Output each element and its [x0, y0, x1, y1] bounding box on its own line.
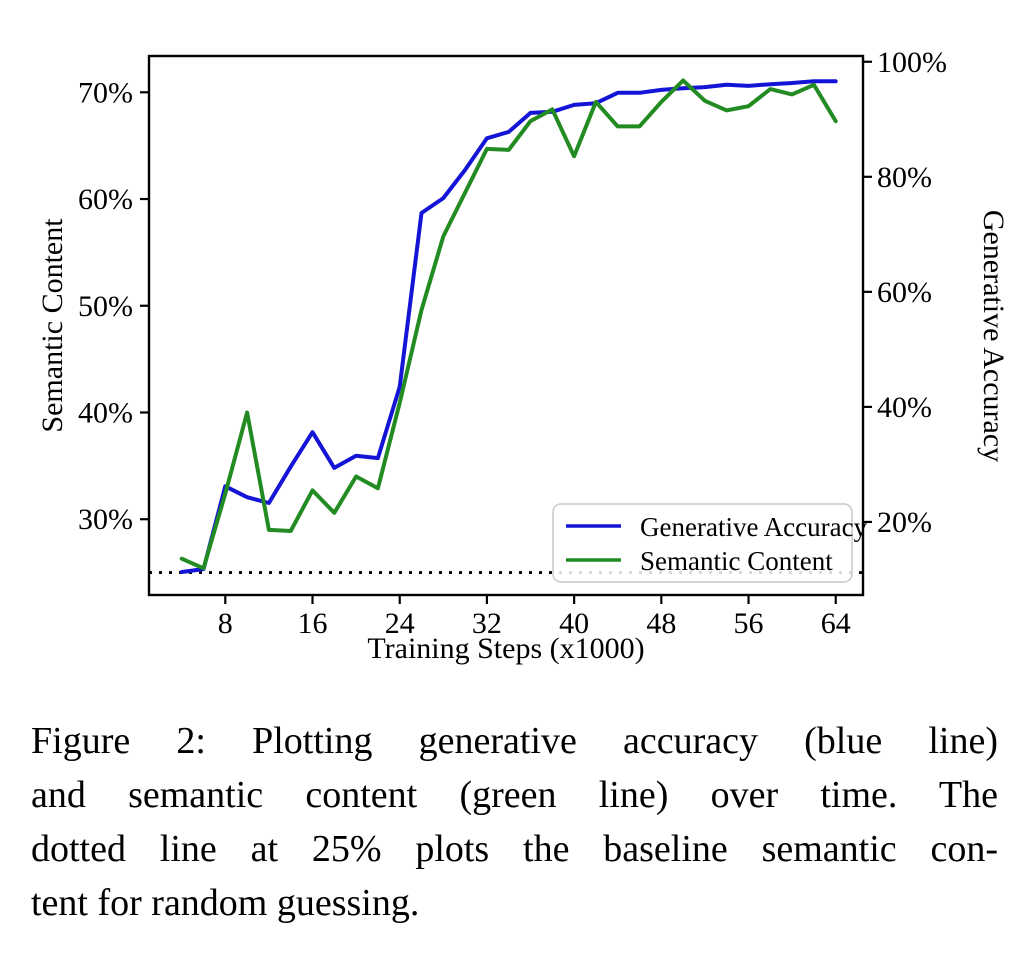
- x-tick-label: 24: [384, 607, 415, 640]
- x-axis-label: Training Steps (x1000): [367, 632, 645, 665]
- left-y-tick-label: 30%: [78, 503, 133, 537]
- x-tick-label: 48: [646, 607, 677, 640]
- right-y-tick-label: 40%: [877, 390, 932, 424]
- right-y-tick-label: 20%: [877, 505, 932, 539]
- x-tick-label: 40: [559, 607, 590, 640]
- right-y-tick-label: 60%: [877, 275, 932, 309]
- figure-caption-line: tent for random guessing.: [31, 882, 420, 924]
- left-y-tick-label: 40%: [78, 396, 133, 430]
- x-tick-label: 16: [297, 607, 328, 640]
- figure-caption-line: Figure 2: Plotting generative accuracy (blue line): [31, 720, 998, 762]
- left-y-tick-label: 60%: [78, 183, 133, 217]
- x-tick-label: 8: [217, 607, 233, 640]
- x-tick-label: 56: [733, 607, 764, 640]
- left-y-tick-label: 50%: [78, 289, 133, 323]
- figure-caption-line: and semantic content (green line) over time. The: [31, 774, 998, 816]
- x-tick-label: 64: [820, 607, 851, 640]
- semantic-content-line: [182, 81, 836, 569]
- right-y-axis-label: Generative Accuracy: [977, 209, 1010, 463]
- generative-accuracy-line: [182, 81, 836, 572]
- left-y-axis-label: Semantic Content: [36, 218, 69, 433]
- legend-label-semantic-content: Semantic Content: [640, 546, 833, 576]
- right-y-tick-label: 100%: [877, 45, 947, 79]
- left-y-tick-label: 70%: [78, 76, 133, 110]
- figure-caption: [31, 714, 998, 930]
- right-y-tick-label: 80%: [877, 160, 932, 194]
- x-tick-label: 32: [471, 607, 502, 640]
- legend-label-generative-accuracy: Generative Accuracy: [640, 512, 868, 542]
- figure-caption-line: dotted line at 25% plots the baseline semantic con-: [31, 828, 998, 870]
